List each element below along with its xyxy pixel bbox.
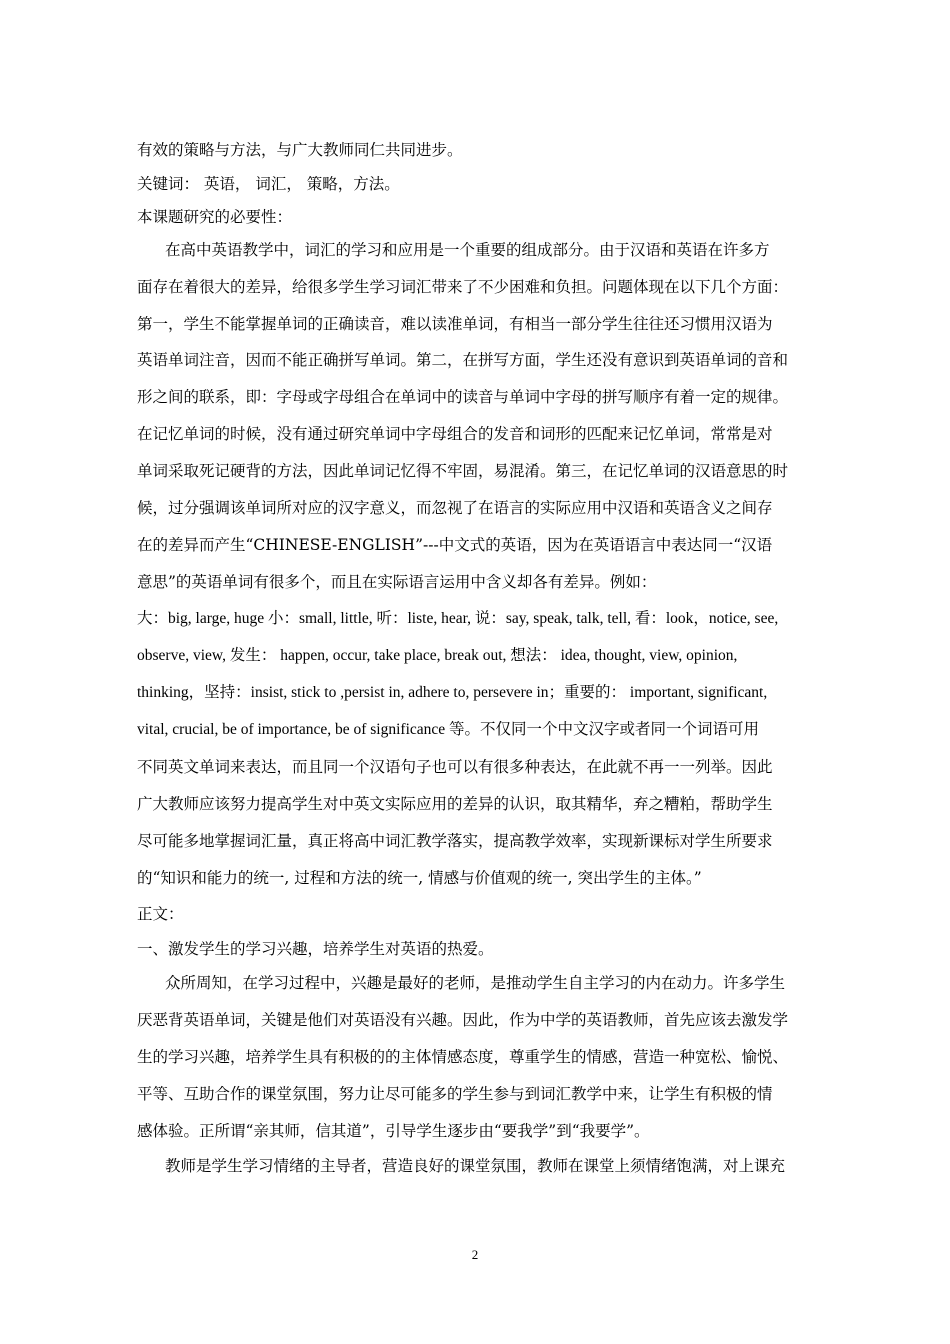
vocabulary-line: vital, crucial, be of importance, be of significance 等。不仅同一个中文汉字或者同一个词语可用 (137, 721, 760, 738)
paragraph-line: 面存在着很大的差异，给很多学生学习词汇带来了不少困难和负担。问题体现在以下几个方面： (137, 278, 789, 296)
paragraph-line: 平等、互助合作的课堂氛围，努力让尽可能多的学生参与到词汇教学中来，让学生有积极的情 (137, 1085, 773, 1103)
paragraph-line: 意思”的英语单词有很多个，而且在实际语言运用中含义却各有差异。例如： (137, 573, 657, 591)
keywords-line: 关键词： 英语， 词汇， 策略，方法。 (137, 175, 400, 193)
paragraph-line: 在记忆单词的时候，没有通过研究单词中字母组合的发音和词形的匹配来记忆单词，常常是对 (137, 425, 773, 443)
vocabulary-line: observe, view, 发生： happen, occur, take place, break out, 想法： idea, thought, view, opinion, (137, 647, 738, 664)
paragraph-line: 的“知识和能力的统一, 过程和方法的统一, 情感与价值观的统一, 突出学生的主体。” (137, 869, 702, 887)
paragraph-line: 单词采取死记硬背的方法，因此单词记忆得不牢固，易混淆。第三，在记忆单词的汉语意思的时 (137, 462, 789, 480)
vocabulary-line: 大：big, large, huge 小：small, little, 听：liste, hear, 说：say, speak, talk, tell, 看：look，notice, see, (137, 610, 779, 627)
section-heading: 本课题研究的必要性： (137, 208, 293, 226)
paragraph-line: 英语单词注音，因而不能正确拼写单词。第二，在拼写方面，学生还没有意识到英语单词的音和 (137, 351, 789, 369)
vocabulary-line: thinking，坚持：insist, stick to ,persist in, adhere to, persevere in；重要的： important, significant, (137, 684, 768, 701)
paragraph-line: 不同英文单词来表达，而且同一个汉语句子也可以有很多种表达，在此就不再一一列举。因此 (137, 758, 773, 776)
paragraph-line: 厌恶背英语单词，关键是他们对英语没有兴趣。因此，作为中学的英语教师，首先应该去激发学 (137, 1011, 789, 1029)
paragraph-line: 在的差异而产生“CHINESE-ENGLISH”---中文式的英语，因为在英语语言中表达同一“汉语 (137, 536, 773, 554)
paragraph-line: 候，过分强调该单词所对应的汉字意义，而忽视了在语言的实际应用中汉语和英语含义之间存 (137, 499, 773, 517)
paragraph-line: 在高中英语教学中，词汇的学习和应用是一个重要的组成部分。由于汉语和英语在许多方 (165, 241, 770, 259)
paragraph-line: 生的学习兴趣，培养学生具有积极的的主体情感态度，尊重学生的情感，营造一种宽松、愉悦、 (137, 1048, 789, 1066)
paragraph-line: 教师是学生学习情绪的主导者，营造良好的课堂氛围，教师在课堂上须情绪饱满，对上课充 (165, 1157, 786, 1175)
paragraph-line: 广大教师应该努力提高学生对中英文实际应用的差异的认识，取其精华，弃之糟粕，帮助学生 (137, 795, 773, 813)
page-number: 2 (471, 1247, 479, 1262)
subsection-heading: 一、激发学生的学习兴趣，培养学生对英语的热爱。 (137, 940, 494, 958)
paragraph-line: 尽可能多地掌握词汇量，真正将高中词汇教学落实，提高教学效率，实现新课标对学生所要求 (137, 832, 773, 850)
paragraph-line: 第一，学生不能掌握单词的正确读音，难以读准单词，有相当一部分学生往往还习惯用汉语为 (137, 315, 773, 333)
paragraph-line: 感体验。正所谓“亲其师，信其道”，引导学生逐步由“要我学”到“我要学”。 (137, 1122, 650, 1140)
text-line: 有效的策略与方法，与广大教师同仁共同进步。 (137, 141, 463, 159)
paragraph-line: 形之间的联系，即：字母或字母组合在单词中的读音与单词中字母的拼写顺序有着一定的规律。 (137, 388, 789, 406)
paragraph-line: 众所周知，在学习过程中，兴趣是最好的老师，是推动学生自主学习的内在动力。许多学生 (165, 974, 786, 992)
section-heading: 正文： (137, 905, 184, 923)
